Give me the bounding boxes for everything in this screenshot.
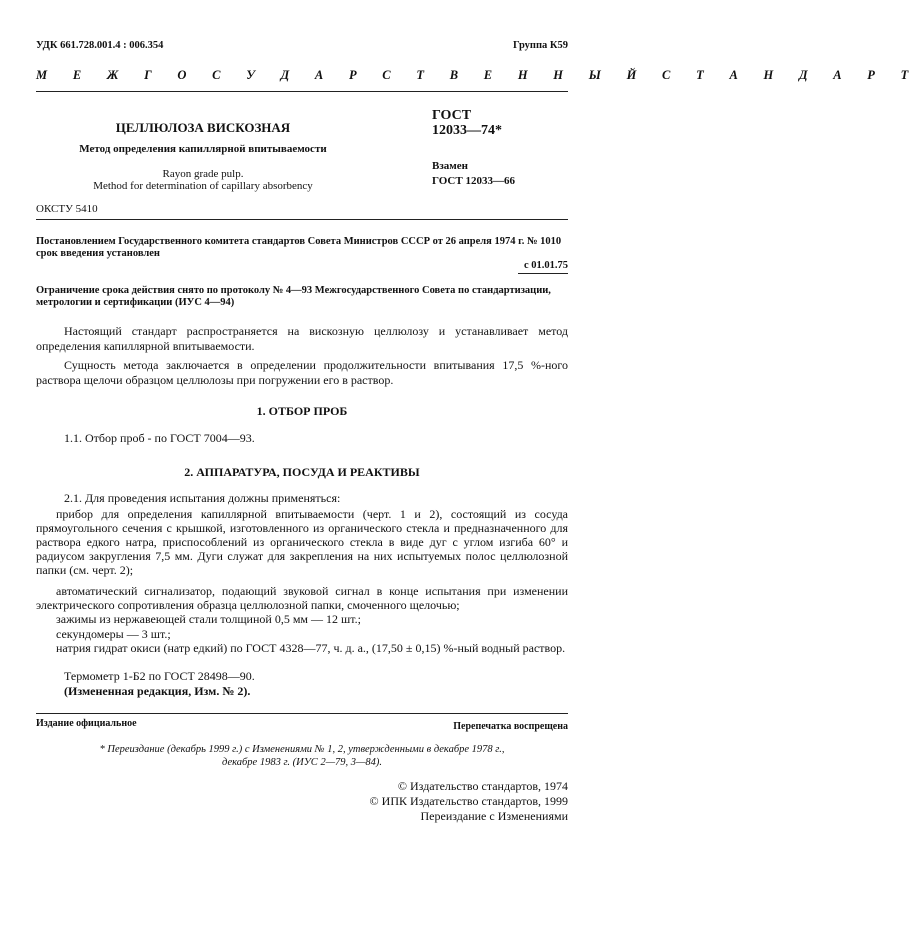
- list-item: прибор для определения капиллярной впитываемости (черт. 1 и 2), состоящий из сосуда прямоугольного сечения с крышкой, изготовленного из органического стекла и предназначенного для раствора едкого натра, приспособлений из органического стекла в виде дуг с углом изгиба 60° и радиусом закругления 7,5 мм. Дуги служат для закрепления на них испытуемых полос целлюлозной папки (см. черт. 2);: [36, 507, 568, 577]
- list-item: секундомеры — 3 шт.;: [56, 627, 171, 641]
- document-subtitle: Метод определения капиллярной впитываемости: [79, 143, 327, 155]
- list-item: натрия гидрат окиси (натр едкий) по ГОСТ 4328—77, ч. д. а., (17,50 ± 0,15) %-ный водный раствор.: [56, 641, 566, 655]
- group-code: Группа К59: [512, 40, 568, 51]
- footnote-line-2: декабре 1983 г. (ИУС 2—79, 3—84).: [222, 757, 382, 768]
- replaces-number: ГОСТ 12033—66: [432, 175, 515, 187]
- reissue-footnote: [36, 743, 568, 769]
- edition-label: Издание официальное: [36, 718, 137, 729]
- list-item: автоматический сигнализатор, подающий звуковой сигнал в конце испытания при изменении электрического сопротивления образца целлюлозной папки, смоченного щелочью;: [36, 584, 568, 612]
- reissue-label: Переиздание с Изменениями: [420, 809, 568, 823]
- limitation-text: Ограничение срока действия снято по протоколу № 4—93 Межгосударственного Совета по стандартизации, метрологии и сертификации (ИУС 4—94): [36, 285, 551, 308]
- copyright-1999: © ИПК Издательство стандартов, 1999: [369, 794, 568, 808]
- english-title-line-1: Rayon grade pulp.: [162, 168, 244, 180]
- section-2-heading: 2. АППАРАТУРА, ПОСУДА И РЕАКТИВЫ: [184, 465, 420, 479]
- section-1-heading: 1. ОТБОР ПРОБ: [256, 404, 348, 418]
- gost-number: 12033—74*: [432, 123, 502, 138]
- gost-label: ГОСТ: [432, 108, 472, 123]
- decree-date: с 01.01.75: [523, 260, 568, 271]
- okstu-code: ОКСТУ 5410: [36, 203, 98, 215]
- udk-code: УДК 661.728.001.4 : 006.354: [36, 40, 164, 51]
- section-1-item: 1.1. Отбор проб - по ГОСТ 7004—93.: [64, 431, 255, 445]
- document-title: ЦЕЛЛЮЛОЗА ВИСКОЗНАЯ: [115, 120, 291, 135]
- footnote-line-1: * Переиздание (декабрь 1999 г.) с Изменениями № 1, 2, утвержденными в декабре 1978 г.,: [99, 744, 505, 755]
- replaces-label: Взамен: [432, 160, 468, 172]
- list-item: зажимы из нержавеющей стали толщиной 0,5 мм — 12 шт.;: [56, 612, 361, 626]
- amended-note: (Измененная редакция, Изм. № 2).: [64, 684, 251, 698]
- standard-type-banner: М Е Ж Г О С У Д А Р С Т В Е Н Н Ы Й С Т А Н Д А Р Т: [36, 68, 920, 82]
- footer-divider: [36, 713, 568, 714]
- intro-paragraph-2: Сущность метода заключается в определении продолжительности впитывания 17,5 %-ного раствора щелочи образцом целлюлозы при погружении его в раствор.: [36, 358, 568, 387]
- header-divider: [36, 91, 568, 92]
- section-2-intro: 2.1. Для проведения испытания должны применяться:: [64, 491, 341, 505]
- decree-date-underline: [518, 273, 568, 274]
- copyright-1974: © Издательство стандартов, 1974: [397, 779, 568, 793]
- title-divider: [36, 219, 568, 220]
- reprint-notice: Перепечатка воспрещена: [453, 721, 568, 732]
- decree-text: Постановлением Государственного комитета стандартов Совета Министров СССР от 26 апреля 1974 г. № 1010 срок введения установлен: [36, 236, 562, 259]
- thermometer-line: Термометр 1-Б2 по ГОСТ 28498—90.: [64, 669, 255, 683]
- intro-paragraph-1: Настоящий стандарт распространяется на вискозную целлюлозу и устанавливает метод определения капиллярной впитываемости.: [36, 324, 568, 353]
- english-title-line-2: Method for determination of capillary absorbency: [93, 180, 313, 192]
